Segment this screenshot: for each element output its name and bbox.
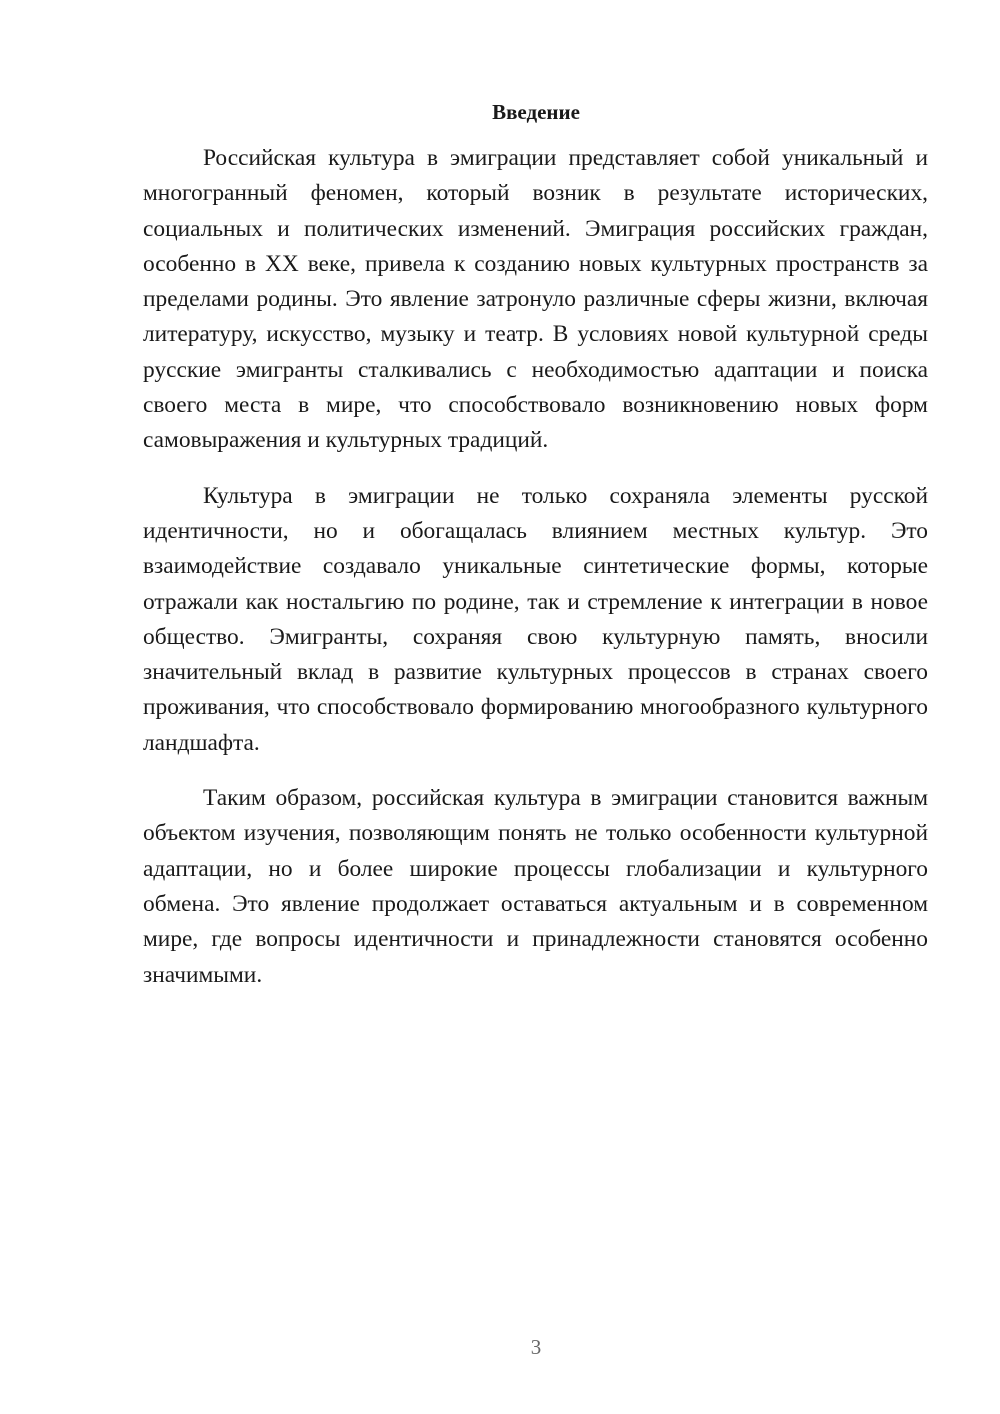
paragraph-1: Российская культура в эмиграции представляет собой уникальный и многогранный феномен, который возник в результате исторических, социальных и политических изменений. Эмиграция российских граждан, особенно в XX веке, привела к созданию новых культурных пространств за пределами родины. Это явление затронуло различные сферы жизни, включая литературу, искусство, музыку и театр. В условиях новой культурной среды русские эмигранты сталкивались с необходимостью адаптации и поиска своего места в мире, что способствовало возникновению новых форм самовыражения и культурных традиций. bbox=[143, 145, 928, 454]
body-text bbox=[143, 141, 928, 1013]
page-number: 3 bbox=[530, 1335, 542, 1359]
paragraph-2: Культура в эмиграции не только сохраняла элементы русской идентичности, но и обогащалась влиянием местных культур. Это взаимодействие создавало уникальные синтетические формы, которые отражали как ностальгию по родине, так и стремление к интеграции в новое общество. Эмигранты, сохраняя свою культурную память, вносили значительный вклад в развитие культурных процессов в странах своего проживания, что способствовало формированию многообразного культурного ландшафта. bbox=[143, 482, 928, 756]
paragraph-3: Таким образом, российская культура в эмиграции становится важным объектом изучения, позволяющим понять не только особенности культурной адаптации, но и более широкие процессы глобализации и культурного обмена. Это явление продолжает оставаться актуальным и в современном мире, где вопросы идентичности и принадлежности становятся особенно значимыми. bbox=[143, 785, 928, 988]
section-title: Введение bbox=[492, 100, 580, 124]
